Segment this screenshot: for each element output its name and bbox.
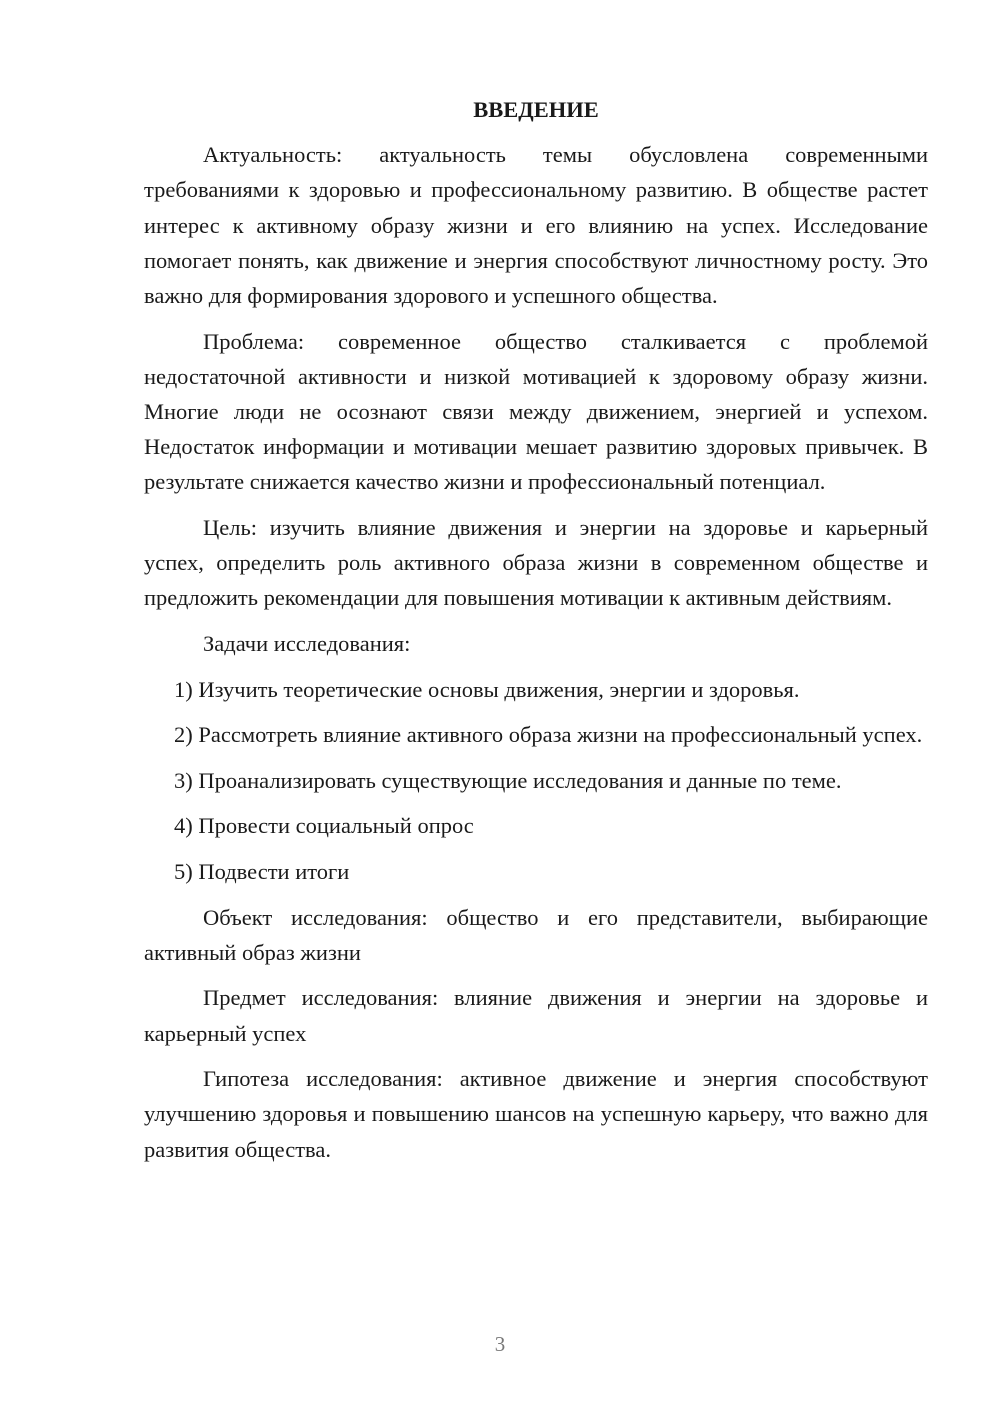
- relevance-paragraph: Актуальность: актуальность темы обусловлена современными требованиями к здоровью и профессиональному развитию. В обществе растет интерес к активному образу жизни и его влиянию на успех. Исследование помогает понять, как движение и энергия способствуют личностному росту. Это важно для формирования здорового и успешного общества.: [144, 142, 928, 309]
- object-paragraph: Объект исследования: общество и его представители, выбирающие активный образ жизни: [144, 904, 928, 965]
- task-item-1: 1) Изучить теоретические основы движения, энергии и здоровья.: [174, 676, 800, 702]
- page-title: ВВЕДЕНИЕ: [473, 97, 599, 122]
- task-item-4: 4) Провести социальный опрос: [174, 813, 474, 839]
- task-item-3: 3) Проанализировать существующие исследования и данные по теме.: [174, 767, 842, 793]
- goal-paragraph: Цель: изучить влияние движения и энергии на здоровье и карьерный успех, определить роль активного образа жизни в современном обществе и предложить рекомендации для повышения мотивации к активным действиям.: [144, 515, 928, 611]
- hypothesis-paragraph: Гипотеза исследования: активное движение и энергия способствуют улучшению здоровья и повышению шансов на успешную карьеру, что важно для развития общества.: [144, 1066, 928, 1162]
- task-item-5: 5) Подвести итоги: [174, 858, 350, 884]
- problem-paragraph: Проблема: современное общество сталкивается с проблемой недостаточной активности и низкой мотивацией к здоровому образу жизни. Многие люди не осознают связи между движением, энергией и успехом. Недостаток информации и мотивации мешает развитию здоровых привычек. В результате снижается качество жизни и профессиональный потенциал.: [144, 328, 928, 495]
- task-item-2: 2) Рассмотреть влияние активного образа жизни на профессиональный успех.: [174, 722, 923, 748]
- page-number: 3: [494, 1332, 506, 1356]
- tasks-heading: Задачи исследования:: [203, 631, 411, 657]
- subject-paragraph: Предмет исследования: влияние движения и энергии на здоровье и карьерный успех: [144, 985, 928, 1046]
- page-content: [144, 92, 928, 1177]
